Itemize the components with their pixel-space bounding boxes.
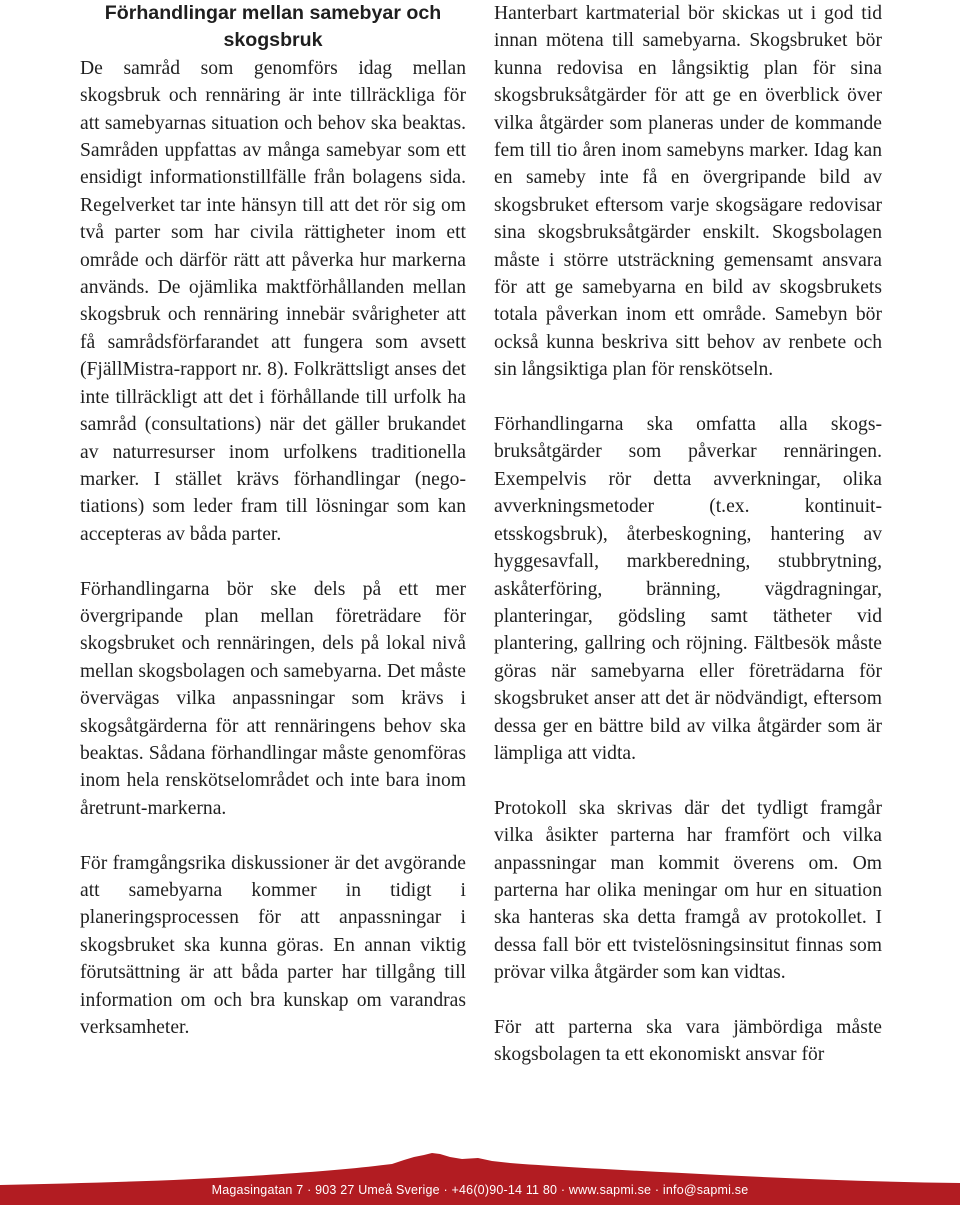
right-column: [494, 0, 882, 1069]
paragraph-samrad: De samråd som genomförs idag mellan skogsbruk och rennäring är inte tillräckliga för att samebyarnas situation och behov ska beaktas. Samråden uppfattas av många samebyar som ett ensidigt informationstillfälle från bolagens sida. Regelverket tar inte hänsyn till att det rör sig om två parter som har civila rättigheter inom ett område och därför rätt att påverka hur markerna används. De ojämlika maktförhållanden mellan skogsbruk och rennäring innebär svårigheter att få samrådsförfarandet att fungera som avsett (FjällMistra-rapport nr. 8). Folkrättsligt anses det inte tillräckligt att det i förhållande till urfolk ha samråd (consultations) när det gäller brukandet av naturresurser inom urfolkens traditionella marker. I stället krävs förhandlingar (negotiations) som leder fram till lösningar som kan accepteras av båda parter.: [80, 57, 466, 545]
paragraph-ekonomiskt-ansvar: För att parterna ska vara jämbördiga måste skogsbolagen ta ett ekonomiskt ansvar för: [494, 1016, 882, 1066]
paragraph-skogsbruksatgarder: Förhandlingarna ska omfatta alla skogsbruksåtgärder som påverkar rennäringen. Exempelvis rör detta avverkningar, olika avverkningsmetoder (t.ex. kontinuitetsskogsbruk), återbeskogning, hantering av hyggesavfall, markberedning, stubbrytning, askåterföring, bränning, vägdragningar, planteringar, gödsling samt tätheter vid plantering, gallring och röjning. Fältbesök måste göras när samebyarna eller företrädarna för skogsbruket anser att det är nödvändigt, eftersom dessa ger en bättre bild av vilka åtgärder som är lämpliga att vidta.: [494, 414, 882, 764]
footer-contact: Magasingatan 7 · 903 27 Umeå Sverige · +46(0)90-14 11 80 · www.sapmi.se · info@sapmi.se: [211, 1183, 749, 1197]
paragraph-framgangsrika: För framgångsrika diskussioner är det avgörande att samebyarna kommer in tidigt i planeringsprocessen för att anpassningar i skogsbruket ska kunna göras. En annan viktig förutsättning är att båda parter har tillgång till information om och bra kunskap om varandras verksamheter.: [80, 852, 466, 1038]
footer: [0, 1145, 960, 1205]
paragraph-kartmaterial: Hanterbart kartmaterial bör skickas ut i god tid innan mötena till samebyarna. Skogsbruket bör kunna redovisa en långsiktig plan för sina skogsbruksåtgärder för att ge en överblick över vilka åtgärder som planeras under de kommande fem till tio åren inom samebyns marker. Idag kan en sameby inte få en övergripande bild av skogsbruket eftersom varje skogsägare redovisar sina skogsbruksåtgärder enskilt. Skogsbolagen måste i större utsträckning gemensamt ansvara för att ge samebyarna en bild av skogsbrukets totala påverkan inom ett område. Samebyn bör också kunna beskriva sitt behov av renbete och sin långsiktiga plan för renskötseln.: [494, 3, 882, 381]
paragraph-forhandlingarna: Förhandlingarna bör ske dels på ett mer övergripande plan mellan företrädare för skogsbruket och rennäringen, dels på lokal nivå mellan skogsbolagen och samebyarna. Det måste övervägas vilka anpassningar som krävs i skogsåtgärderna för att rennäringens behov ska beaktas. Sådana förhandlingar måste genomföras inom hela renskötselområdet och inte bara inom åretrunt-markerna.: [80, 578, 466, 819]
left-column: [80, 0, 466, 1041]
paragraph-protokoll: Protokoll ska skrivas där det tydligt framgår vilka åsikter parterna har framfört och vilka anpassningar man kommit överens om. Om parterna har olika meningar om hur en situation ska hanteras ska detta framgå av protokollet. I dessa fall bör ett tvistelösningsinsitut finnas som prövar vilka åtgärder som kan vidtas.: [494, 797, 882, 984]
section-heading: [80, 0, 466, 55]
heading-line-1: Förhandlingar mellan samebyar och: [104, 2, 442, 24]
heading-line-2: skogsbruk: [223, 29, 323, 52]
